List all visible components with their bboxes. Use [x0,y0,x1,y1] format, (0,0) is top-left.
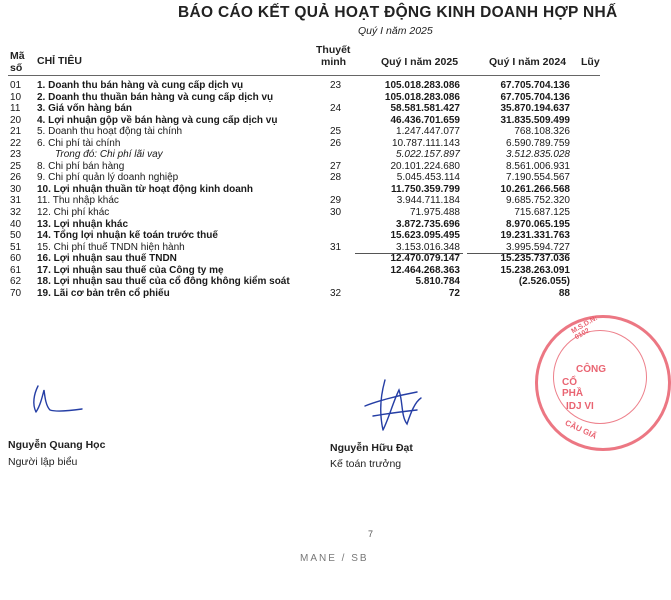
row-value-2024: 715.687.125 [514,207,570,219]
subtotal-rule [355,253,463,254]
row-code: 70 [10,287,22,299]
accountant-signature [355,372,435,442]
table-row [0,103,600,115]
table-row [0,219,600,231]
row-item-name: 4. Lợi nhuận gộp về bán hàng và cung cấp dịch vụ [37,114,278,126]
row-value-2025: 12.470.079.147 [390,253,460,265]
row-code: 30 [10,183,22,195]
row-code: 21 [10,126,22,138]
row-note: 24 [330,103,342,115]
row-item-name: 12. Chi phí khác [37,207,110,219]
row-value-2024: 15.235.737.036 [500,253,570,265]
row-value-2024: 8.561.006.931 [506,160,570,172]
row-value-2025: 1.247.447.077 [396,126,460,138]
table-row [0,230,600,242]
row-value-2025: 3.944.711.184 [396,195,460,207]
row-code: 61 [10,264,22,276]
table-row [0,253,600,265]
row-note: 23 [330,80,342,91]
row-value-2025: 3.153.016.348 [396,241,460,253]
preparer-signature [24,376,94,426]
seal-bottom-text: CẦU GIẤ [563,418,599,441]
row-code: 62 [10,276,22,288]
table-row [0,242,600,254]
row-value-2025: 11.750.359.799 [391,183,460,195]
header-code-2: số [10,62,23,74]
row-item-name: Trong đó: Chi phí lãi vay [55,149,163,161]
row-code: 25 [10,160,22,172]
row-note: 31 [330,241,342,253]
row-value-2025: 105.018.283.086 [384,80,460,91]
row-value-2024: 31.835.509.499 [500,114,570,126]
row-value-2025: 3.872.735.696 [396,218,460,230]
row-item-name: 2. Doanh thu thuần bán hàng và cung cấp dịch vụ [37,91,274,103]
table-row [0,288,600,300]
row-value-2024: 8.970.065.195 [506,218,570,230]
seal-top-text: M.S.D.N: 0102 [570,314,599,342]
footer-mark: MANE / SB [300,553,369,564]
row-value-2024: 88 [558,287,570,299]
header-cumulative: Lũy [581,56,600,68]
preparer-name: Nguyễn Quang Học [8,439,106,451]
seal-line-2: CỔ PHẦ [562,377,584,399]
table-row [0,172,600,184]
accountant-name: Nguyễn Hữu Đạt [330,442,413,454]
row-value-2024: 15.238.263.091 [500,264,570,276]
row-value-2025: 58.581.581.427 [390,103,460,115]
row-note: 30 [330,207,342,219]
row-code: 60 [10,253,22,265]
header-item: CHỈ TIÊU [37,55,82,67]
table-row [0,80,600,92]
row-value-2024: 3.512.835.028 [506,149,570,161]
row-note: 26 [330,137,342,149]
row-value-2024: 67.705.704.136 [500,91,570,103]
row-item-name: 16. Lợi nhuận sau thuế TNDN [37,253,177,265]
row-code: 26 [10,172,22,184]
page-number: 7 [368,529,374,539]
row-item-name: 13. Lợi nhuận khác [37,218,129,230]
report-subtitle: Quý I năm 2025 [358,25,433,37]
table-row [0,265,600,277]
seal-line-1: CÔNG [576,364,606,375]
row-item-name: 3. Giá vốn hàng bán [37,103,133,115]
row-item-name: 18. Lợi nhuận sau thuế của cổ đông không kiểm soát [37,276,290,288]
table-row [0,138,600,150]
row-note: 32 [330,287,342,299]
row-note: 28 [330,172,342,184]
table-row [0,184,600,196]
table-row [0,207,600,219]
row-note: 27 [330,160,342,172]
header-note-2: minh [321,56,347,68]
row-value-2025: 12.464.268.363 [390,264,460,276]
row-code: 31 [10,195,22,207]
row-value-2024: 9.685.752.320 [506,195,570,207]
table-row [0,115,600,127]
header-q1-2025: Quý I năm 2025 [381,56,459,68]
header-rule [8,75,600,76]
table-row [0,195,600,207]
row-item-name: 19. Lãi cơ bản trên cổ phiếu [37,287,170,299]
row-value-2024: 3.995.594.727 [506,241,570,253]
row-item-name: 8. Chi phí bán hàng [37,160,125,172]
row-item-name: 11. Thu nhập khác [37,195,119,207]
row-value-2025: 5.022.157.897 [396,149,460,161]
row-code: 20 [10,114,22,126]
table-row [0,161,600,173]
subtotal-rule [467,253,570,254]
row-value-2025: 20.101.224.680 [390,160,460,172]
row-item-name: 15. Chi phí thuế TNDN hiện hành [37,241,185,253]
table-row [0,276,600,288]
row-value-2024: 67.705.704.136 [500,80,570,91]
header-note: Thuyết [316,44,351,56]
row-note: 25 [330,126,342,138]
row-item-name: 6. Chi phí tài chính [37,137,121,149]
row-value-2025: 10.787.111.143 [391,137,460,149]
seal-line-3: IDJ VI [566,401,594,412]
row-value-2025: 71.975.488 [409,207,460,219]
row-code: 10 [10,91,22,103]
row-value-2025: 15.623.095.495 [390,230,460,242]
accountant-role: Kế toán trưởng [330,458,402,470]
row-value-2025: 5.810.784 [415,276,460,288]
row-item-name: 14. Tổng lợi nhuận kế toán trước thuế [37,230,218,242]
row-code: 32 [10,207,22,219]
preparer-role: Người lập biểu [8,456,78,468]
row-value-2024: 768.108.326 [514,126,570,138]
row-value-2024: 19.231.331.763 [500,230,570,242]
row-value-2025: 46.436.701.659 [390,114,460,126]
table-row [0,126,600,138]
header-code: Mã [10,50,25,62]
row-code: 11 [10,103,21,115]
row-code: 40 [10,218,22,230]
table-row [0,149,600,161]
row-value-2024: 10.261.266.568 [500,183,570,195]
row-value-2025: 5.045.453.114 [396,172,460,184]
row-code: 50 [10,230,22,242]
row-item-name: 9. Chi phí quản lý doanh nghiệp [37,172,179,184]
row-item-name: 1. Doanh thu bán hàng và cung cấp dịch vụ [37,80,244,91]
row-value-2024: 35.870.194.637 [500,103,570,115]
row-code: 22 [10,137,22,149]
row-value-2024: (2.526.055) [518,276,570,288]
row-item-name: 17. Lợi nhuận sau thuế của Công ty mẹ [37,264,224,276]
row-value-2025: 72 [448,287,460,299]
row-item-name: 5. Doanh thu hoạt động tài chính [37,126,183,138]
row-value-2024: 7.190.554.567 [506,172,570,184]
row-code: 51 [10,241,22,253]
row-code: 01 [10,80,22,91]
row-item-name: 10. Lợi nhuận thuần từ hoạt động kinh doanh [37,183,254,195]
report-title: BÁO CÁO KẾT QUẢ HOẠT ĐỘNG KINH DOANH HỢP NHẤ [178,4,618,21]
row-value-2025: 105.018.283.086 [384,91,460,103]
row-code: 23 [10,149,22,161]
header-q1-2024: Quý I năm 2024 [489,56,567,68]
table-row [0,92,600,104]
row-value-2024: 6.590.789.759 [506,137,570,149]
row-note: 29 [330,195,342,207]
income-statement-table [0,80,600,299]
